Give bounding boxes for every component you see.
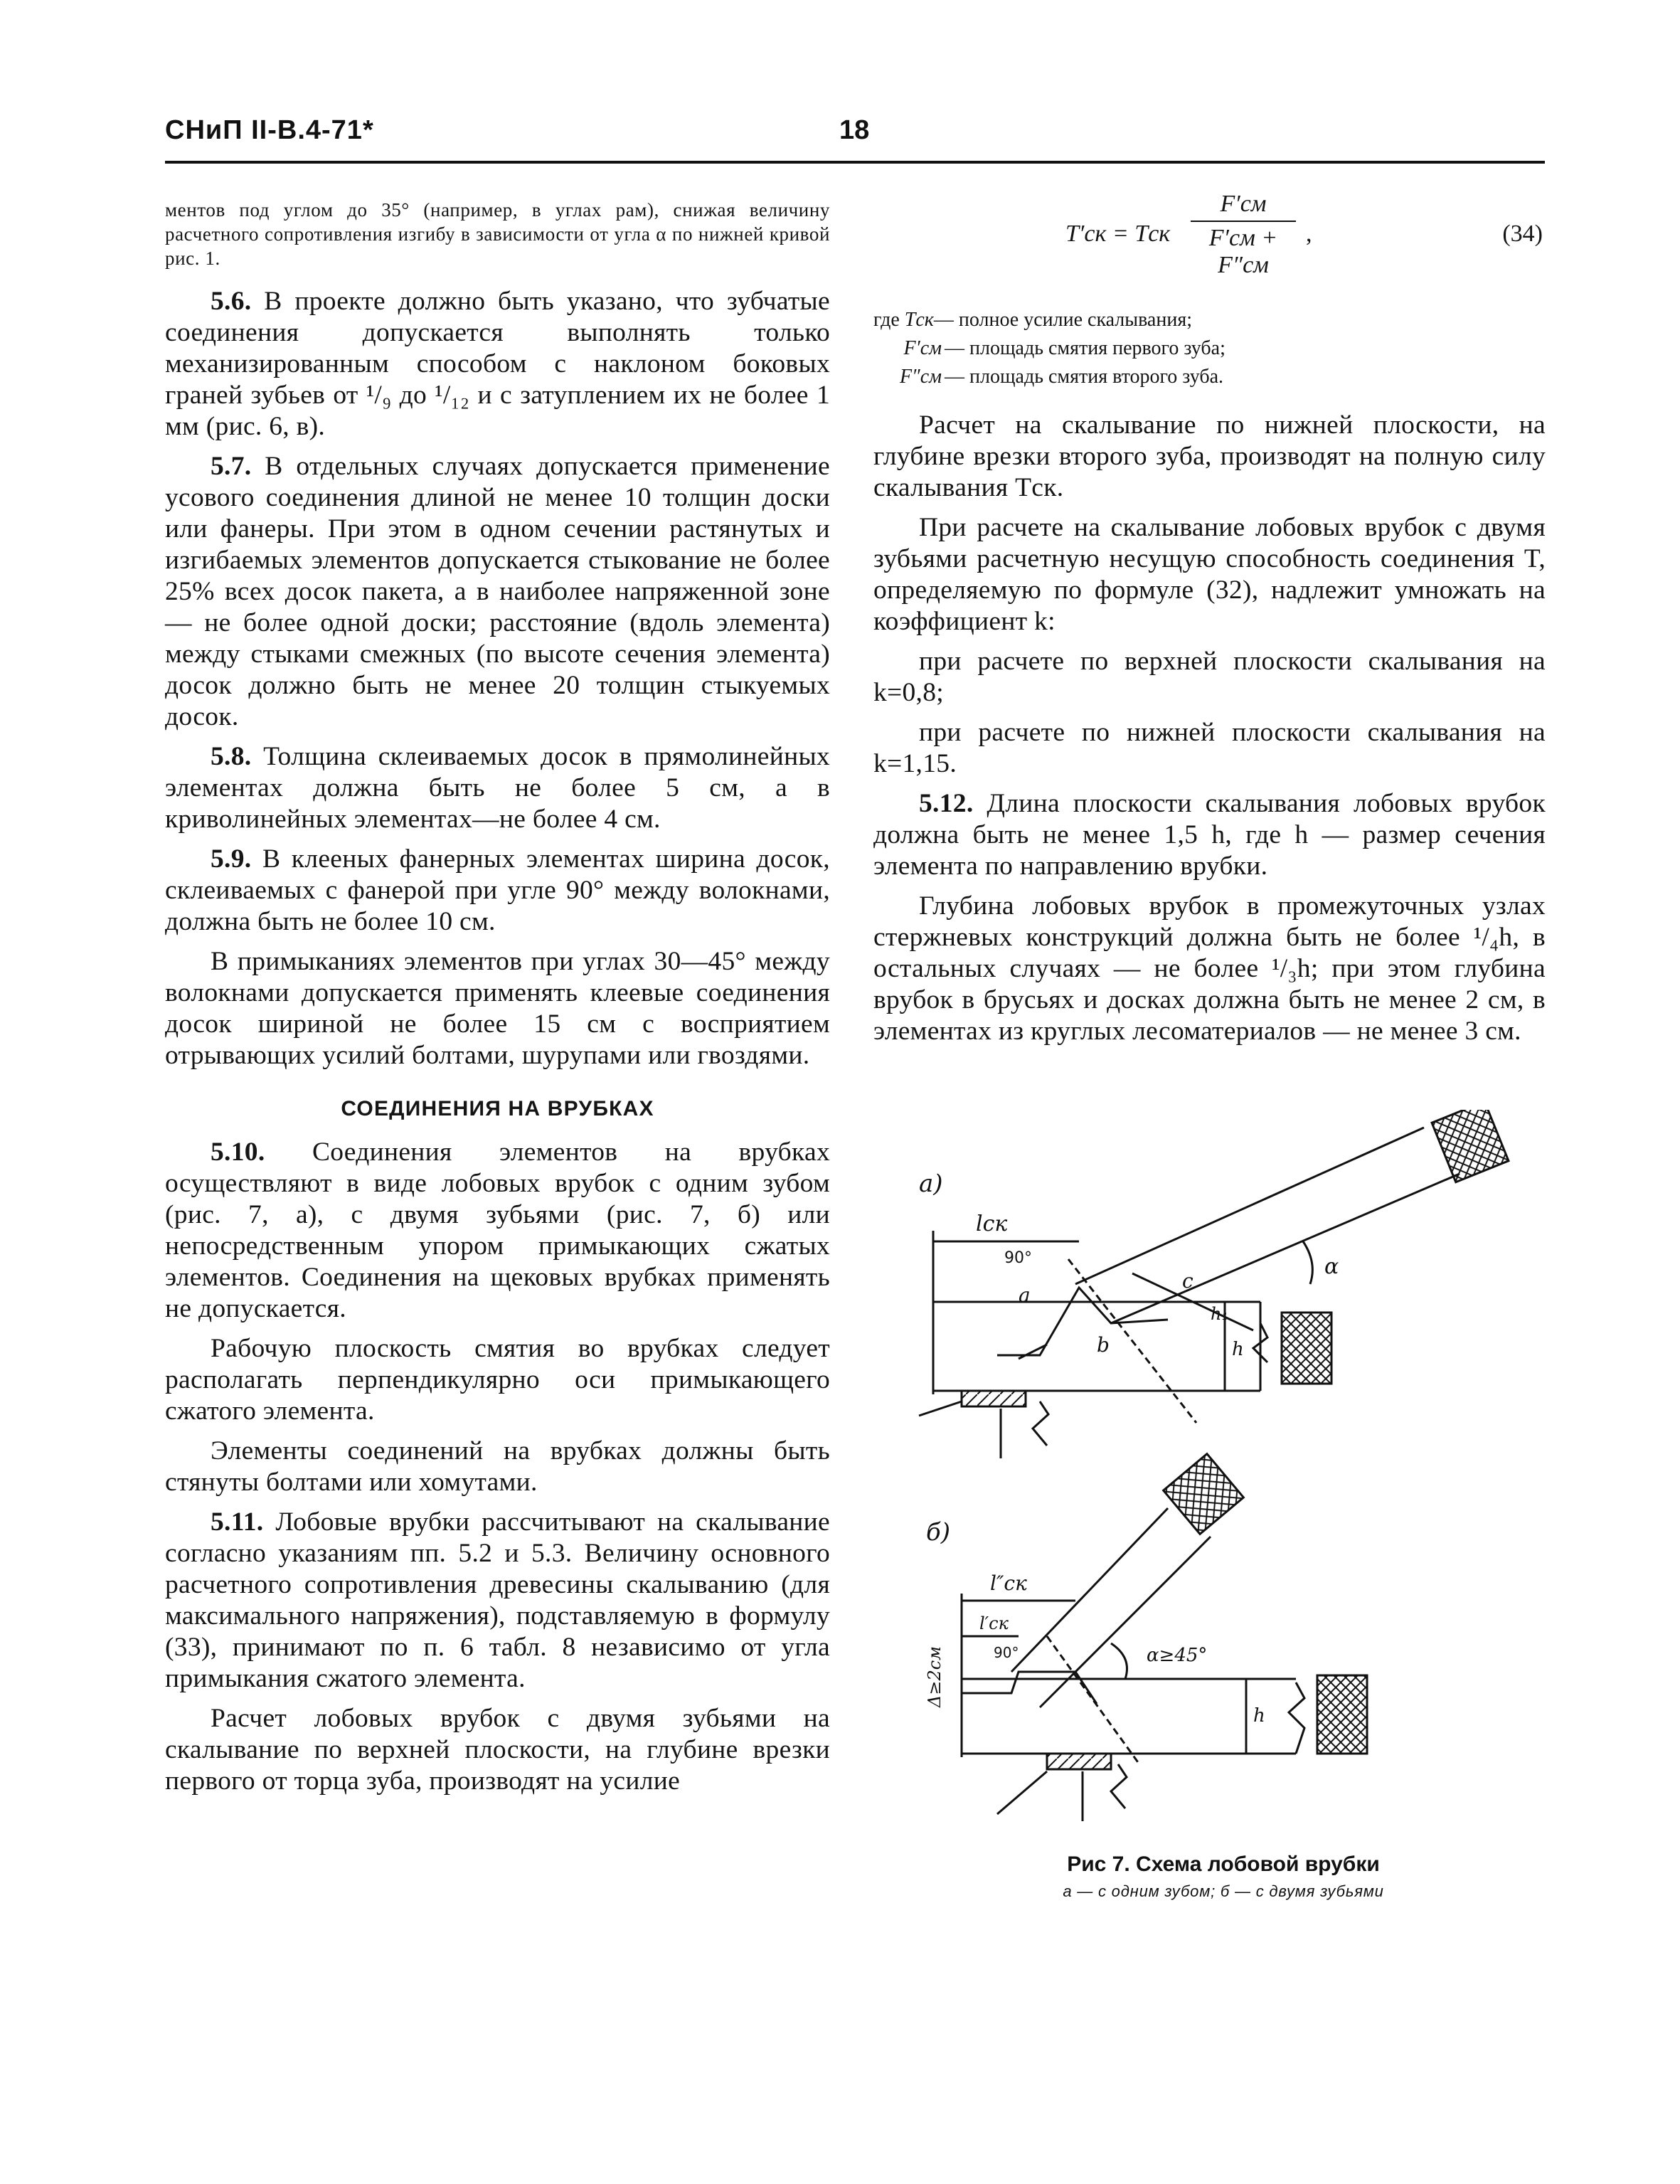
dim-lsk: lск bbox=[976, 1212, 1008, 1236]
point-b: b bbox=[1097, 1333, 1110, 1357]
diagram-b bbox=[925, 1454, 1367, 1821]
label-b: б) bbox=[926, 1518, 951, 1547]
legend-symbol: F′см bbox=[903, 337, 942, 359]
angle-alpha: α bbox=[1324, 1254, 1339, 1279]
legend-text: — площадь смятия второго зуба. bbox=[945, 366, 1224, 388]
formula-fraction bbox=[1186, 191, 1300, 279]
header-rule bbox=[165, 161, 1545, 164]
clause-text: Толщина склеиваемых досок в прямолинейных элементах должна быть не более 5 см, а в криволинейных элементах—не более 4 см. bbox=[165, 742, 830, 834]
paragraph: Элементы соединений на врубках должны быть стянуты болтами или хомутами. bbox=[165, 1436, 830, 1497]
paragraph: при расчете по нижней плоскости скалывания на k=1,15. bbox=[873, 718, 1546, 778]
figure-caption-title: Рис 7. Схема лобовой врубки bbox=[1067, 1852, 1380, 1876]
formula-number: (34) bbox=[1502, 221, 1543, 247]
legend-text: — площадь смятия первого зуба; bbox=[945, 337, 1226, 359]
dim-h: h bbox=[1253, 1705, 1265, 1727]
left-column bbox=[165, 198, 830, 1806]
dim-lsk1: l′ск bbox=[979, 1613, 1009, 1633]
paragraph: при расчете по верхней плоскости скалывания на k=0,8; bbox=[873, 647, 1546, 707]
paragraph: Расчет лобовых врубок с двумя зубьями на скалывание по верхней плоскости, на глубине врезки первого от торца зуба, производят на усилие bbox=[165, 1704, 830, 1796]
clause-number: 5.11. bbox=[211, 1507, 264, 1537]
formula-legend bbox=[873, 306, 1546, 391]
clause-text: Соединения элементов на врубках осуществляют в виде лобовых врубок с одним зубом (рис. 7, а), с двумя зубьями (рис. 7, б) или непосредственным упором примыкающих сжатых элементов. Соединения на щековых врубках применять не допускается. bbox=[165, 1138, 830, 1323]
legend-text: — полное усилие скалывания; bbox=[933, 309, 1192, 331]
clause-5-11 bbox=[165, 1507, 830, 1695]
clause-5-10 bbox=[165, 1137, 830, 1325]
angle-alpha: α≥45° bbox=[1147, 1645, 1208, 1666]
formula-lhs: T′ск = Tск bbox=[1065, 221, 1171, 247]
legend-row bbox=[873, 334, 1546, 363]
diagram-a bbox=[919, 1110, 1509, 1458]
document-code: СНиП II-В.4-71* bbox=[165, 115, 374, 145]
formula-numerator: F′см bbox=[1220, 191, 1267, 217]
figure-caption-subtitle: а — с одним зубом; б — с двумя зубьями bbox=[1063, 1882, 1384, 1900]
formula-34 bbox=[873, 191, 1546, 297]
paragraph: При расчете на скалывание лобовых врубок с двумя зубьями расчетную несущую способность соединения T, определяемую по формуле (32), надлежит умножать на коэффициент k: bbox=[873, 513, 1546, 636]
clause-5-8 bbox=[165, 741, 830, 835]
legend-symbol: Tск bbox=[904, 309, 934, 331]
dim-delta: Δ≥2см bbox=[925, 1645, 945, 1707]
clause-text: В клееных фанерных элементах ширина досок, склеиваемых с фанерой при угле 90° между волокнами, должна быть не более 10 см. bbox=[165, 844, 830, 936]
clause-5-12 bbox=[873, 788, 1546, 882]
clause-number: 5.8. bbox=[211, 742, 252, 771]
clause-text: В отдельных случаях допускается применение усового соединения длиной не менее 10 толщин доски или фанеры. При этом в одном сечении растянутых и изгибаемых элементов допускается стыкование не более 25% всех досок пакета, а в наиболее напряженной зоне — не более одной доски; расстояние (вдоль элемента) между стыками смежных (по высоте сечения элемента) досок должно быть не менее 20 толщин стыкуемых досок. bbox=[165, 452, 830, 731]
formula-denominator: F′см + F″см bbox=[1208, 225, 1278, 278]
paragraph: Рабочую плоскость смятия во врубках следует располагать перпендикулярно оси примыкающего сжатого элемента. bbox=[165, 1334, 830, 1426]
continued-paragraph: ментов под углом до 35° (например, в углах рам), снижая величину расчетного сопротивления изгибу в зависимости от угла α по нижней кривой рис. 1. bbox=[165, 199, 830, 269]
clause-text: Длина плоскости скалывания лобовых врубок должна быть не менее 1,5 h, где h — размер сечения элемента по направлению врубки. bbox=[873, 789, 1546, 881]
clause-5-9 bbox=[165, 844, 830, 938]
formula-comma: , bbox=[1306, 221, 1312, 247]
label-a: а) bbox=[919, 1170, 943, 1198]
clause-number: 5.6. bbox=[211, 287, 252, 316]
figure-caption bbox=[974, 1852, 1472, 1901]
legend-row bbox=[873, 363, 1546, 391]
legend-row bbox=[873, 306, 1546, 334]
clause-text: Лобовые врубки рассчитывают на скалывание согласно указаниям пп. 5.2 и 5.3. Величину основного расчетного сопротивления древесины скалыванию (для максимального напряжения), подставляемую в формулу (33), принимают по п. 6 табл. 8 независимо от угла примыкания сжатого элемента. bbox=[165, 1507, 830, 1693]
angle-90: 90° bbox=[994, 1644, 1019, 1661]
clause-text: В проекте должно быть указано, что зубчатые соединения допускается выполнять только механизированным способом с наклоном боковых граней зубьев от ¹/₉ до ¹/₁₂ и с затуплением их не более 1 мм (рис. 6, в). bbox=[165, 287, 830, 441]
point-a: a bbox=[1019, 1283, 1031, 1307]
figure-7-diagram bbox=[898, 1110, 1538, 1850]
right-column bbox=[873, 191, 1546, 1056]
paragraph: Расчет на скалывание по нижней плоскости, на глубине врезки второго зуба, производят на полную силу скалывания Tск. bbox=[873, 410, 1546, 502]
section-heading: СОЕДИНЕНИЯ НА ВРУБКАХ bbox=[341, 1097, 654, 1120]
paragraph: В примыканиях элементов при углах 30—45° между волокнами допускается применять клеевые соединения досок шириной не более 15 см с восприятием отрывающих усилий болтами, шурупами или гвоздями. bbox=[165, 947, 830, 1070]
point-c: c bbox=[1182, 1269, 1193, 1293]
dim-h1: h₁ bbox=[1211, 1304, 1229, 1324]
dim-lsk2: l″ск bbox=[990, 1571, 1027, 1595]
clause-5-7 bbox=[165, 451, 830, 733]
clause-number: 5.9. bbox=[211, 844, 252, 874]
clause-number: 5.7. bbox=[211, 452, 252, 481]
legend-intro: где bbox=[873, 309, 900, 331]
angle-90: 90° bbox=[1004, 1249, 1032, 1267]
clause-5-6 bbox=[165, 286, 830, 442]
page-number: 18 bbox=[839, 115, 870, 145]
clause-number: 5.10. bbox=[211, 1138, 265, 1167]
legend-symbol: F″см bbox=[899, 366, 942, 388]
dim-h: h bbox=[1232, 1339, 1244, 1360]
clause-number: 5.12. bbox=[919, 789, 974, 818]
paragraph: Глубина лобовых врубок в промежуточных узлах стержневых конструкций должна быть не более ¹/₄h, в остальных случаях — не более ¹/₃h; при этом глубина врубок в брусьях и досках должна быть не менее 2 см, в элементах из круглых лесоматериалов — не менее 3 см. bbox=[873, 891, 1546, 1046]
